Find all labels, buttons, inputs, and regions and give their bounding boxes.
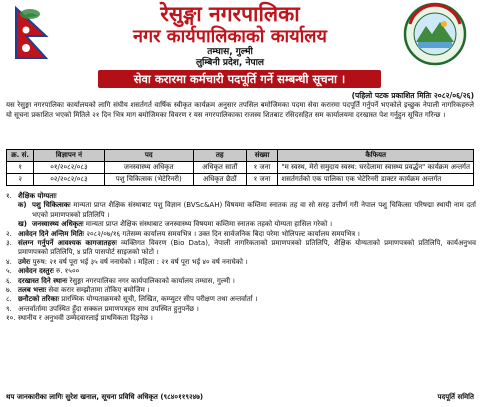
list-item <box>6 258 476 267</box>
table-header-row <box>7 150 474 162</box>
cell-remarks: "म स्वस्थ, मेरो समुदाय स्वस्थ: घरदेलामा स्वास्थ्य प्रवर्द्धन" कार्यक्रम अन्तर्गत <box>278 162 474 174</box>
table-row <box>7 174 474 186</box>
notice-banner: सेवा करारमा कर्मचारी पदपूर्ति गर्ने सम्बन्धी सूचना । <box>98 70 381 88</box>
item-number: २. <box>6 229 12 238</box>
contact-info: थप जानकारीका लागिः सुरेश खनाल, सूचना प्रविधि अधिकृत (९८४०११९२४७) <box>6 393 204 401</box>
item-number: ३. <box>6 239 12 248</box>
col-position: पद <box>104 150 193 162</box>
col-remarks: कैफियत <box>278 150 474 162</box>
cell-count: १ जना <box>246 162 278 174</box>
item-label: तलब भत्ताः <box>18 286 47 295</box>
item-number: १. <box>6 192 12 200</box>
list-item <box>6 230 476 239</box>
cell-remarks: शसर्तगर्तको एक पालिका एक भेटेरिनरी डाक्टर कार्यक्रम अन्तर्गत <box>278 174 474 186</box>
cell-position: पशु चिकित्सक (भेटेरिनरी) <box>104 174 193 186</box>
office-location: तम्घास, गुल्मी <box>207 47 253 57</box>
cell-level: अधिकृत छैठौं <box>193 174 246 186</box>
item-text: २०८२/०७/१६ गतेसम्म कार्यालय समयभित्र । उक्त दिन सार्वजनिक बिदा परेमा भोलिपल्ट कार्यालय समयभित्र । <box>86 229 360 238</box>
cell-count: १ जना <box>246 174 278 186</box>
cell-serial: १ <box>7 162 34 174</box>
item-number: १०. <box>6 314 16 323</box>
item-number: ५. <box>6 267 12 276</box>
item-number: ८. <box>6 295 12 304</box>
province-name: लुम्बिनी प्रदेश, नेपाल <box>195 58 265 68</box>
item-label: आवेदन दिने अन्तिम मितिः <box>18 229 85 238</box>
item-number: ७. <box>6 286 12 295</box>
cell-position: जनस्वास्थ्य अधिकृत <box>104 162 193 174</box>
list-item <box>6 277 476 286</box>
item-tag: ख) <box>18 220 27 229</box>
cell-serial: २ <box>7 174 34 186</box>
item-tag: क) <box>18 201 27 210</box>
list-item <box>6 314 476 323</box>
item-label: छनौटको तरिकाः <box>18 295 60 304</box>
col-serial: क्र. सं. <box>7 150 34 162</box>
item-text: स्थानीय र अनुभवी उम्मेदवारलाई प्राथमिकता दिइनेछ । <box>18 314 153 323</box>
footer <box>6 393 474 402</box>
item-label: उमेरः <box>18 257 31 266</box>
nepal-emblem-icon <box>6 4 52 62</box>
municipality-logo-icon <box>398 2 472 66</box>
publish-date: (पहिलो पटक प्रकाशित मितिः २०८२/०६/२६) <box>351 91 474 100</box>
list-item <box>6 220 476 229</box>
item-text: रु. १५०० <box>56 267 80 276</box>
header <box>0 0 480 68</box>
intro-paragraph: यस रेसुङ्गा नगरपालिका कार्यालयको लागि संघीय शसर्तगर्त वार्षिक स्वीकृत कार्यक्रम अनुसार तपसिल बमोजिमका पदमा सेवा करारमा पदपूर्ति गर्नुपर्ने भएकोले इच्छुक नेपाली नागरिकहरुले यो सूचना प्रकाशित भएको मितिले २१ दिन भित्र माग बमोजिमका विवरण र यस नगरपालिकाका राजस्व शितबाट रसिदसहित सम कार्यालयमा दरखास्त पेश गर्नुहुन सूचित गरिन्छ । <box>6 101 474 119</box>
list-item <box>6 239 476 258</box>
item-text: पुरुष: २१ वर्ष पूरा भई ३५ वर्ष ननाघेको । महिला : २१ वर्ष पूरा भई ४० वर्ष ननाघेको । <box>32 257 248 266</box>
list-item <box>6 201 476 220</box>
list-item <box>6 295 476 304</box>
positions-table <box>6 149 474 186</box>
item-number: ६. <box>6 276 12 285</box>
item-text: प्रारम्भिक योग्यताक्रमको सूची, लिखित, कम्प्युटर सीप परीक्षण तथा अन्तर्वार्ता । <box>61 295 258 304</box>
office-name: नगर कार्यपालिकाको कार्यालय <box>133 26 327 47</box>
committee-signature: पदपूर्ति समिति <box>437 393 474 401</box>
list-item <box>6 192 476 201</box>
col-count: संख्या <box>246 150 278 162</box>
item-label: दरखास्त दिने स्थानः <box>18 276 68 285</box>
item-text: मान्यता प्राप्त शैक्षिक संस्थाबाट पशु विज्ञान (BVSc&AH) विषयमा कम्तिमा स्नातक तह वा सो सरह उत्तीर्ण गरी नेपाल पशु चिकित्सा परिषद्मा स्थायी नाम दर्ता भएको प्रमाणपत्रको प्रतिलिपि । <box>32 201 476 219</box>
item-text: रेसुङ्गा नगरपालिका नगर कार्यपालिकाको कार्यालय तम्घास, गुल्मी । <box>69 276 235 285</box>
item-label: संलग्न गर्नुपर्ने आवश्यक कागजातहरुः <box>18 239 117 248</box>
item-text: व्यक्तिगत विवरण (Bio Data), नेपाली नागरिकताको प्रमाणपत्रको प्रतिलिपि, शैक्षिक योग्यताको प्रमाणपत्रको प्रतिलिपि, कार्यअनुभव प्रमाणपत्रको प्रतिलिपि, ४ प्रति पासपोर्ट साइजको फोटो । <box>18 239 476 257</box>
item-label: आवेदन दस्तुरः <box>18 267 54 276</box>
item-text: अन्तर्वार्तामा उपस्थित हुँदा सक्कल प्रमाणपत्रहरु साथ उपस्थित हुनुपर्नेछ । <box>18 304 199 313</box>
list-item <box>6 267 476 276</box>
col-ad-number: विज्ञापन नं <box>34 150 104 162</box>
item-label: पशु चिकित्सकः <box>32 201 71 210</box>
item-text: मान्यता प्राप्त शैक्षिक संस्थाबाट जनस्वास्थ्य विषयमा कम्तिमा स्नातक तहको योग्यता हासिल गरेको । <box>85 220 333 229</box>
list-item <box>6 305 476 314</box>
item-number: ४. <box>6 257 12 266</box>
table-row <box>7 162 474 174</box>
cell-level: अधिकृत सातौं <box>193 162 246 174</box>
cell-ad-number: ०१/२०८२/०८३ <box>34 162 104 174</box>
item-number: ९. <box>6 304 12 313</box>
requirements-list <box>6 192 476 324</box>
item-text: सेवा करार सम्झौतामा तोकिए बमोजिम । <box>48 286 150 295</box>
item-label: शैक्षिक योग्यताः <box>18 192 57 200</box>
cell-ad-number: ०२/२०८२/०८३ <box>34 174 104 186</box>
col-level: तह <box>193 150 246 162</box>
item-label: जनस्वास्थ्य अधिकृतः <box>32 220 84 229</box>
municipality-name: रेसुङ्गा नगरपालिका <box>160 1 300 26</box>
